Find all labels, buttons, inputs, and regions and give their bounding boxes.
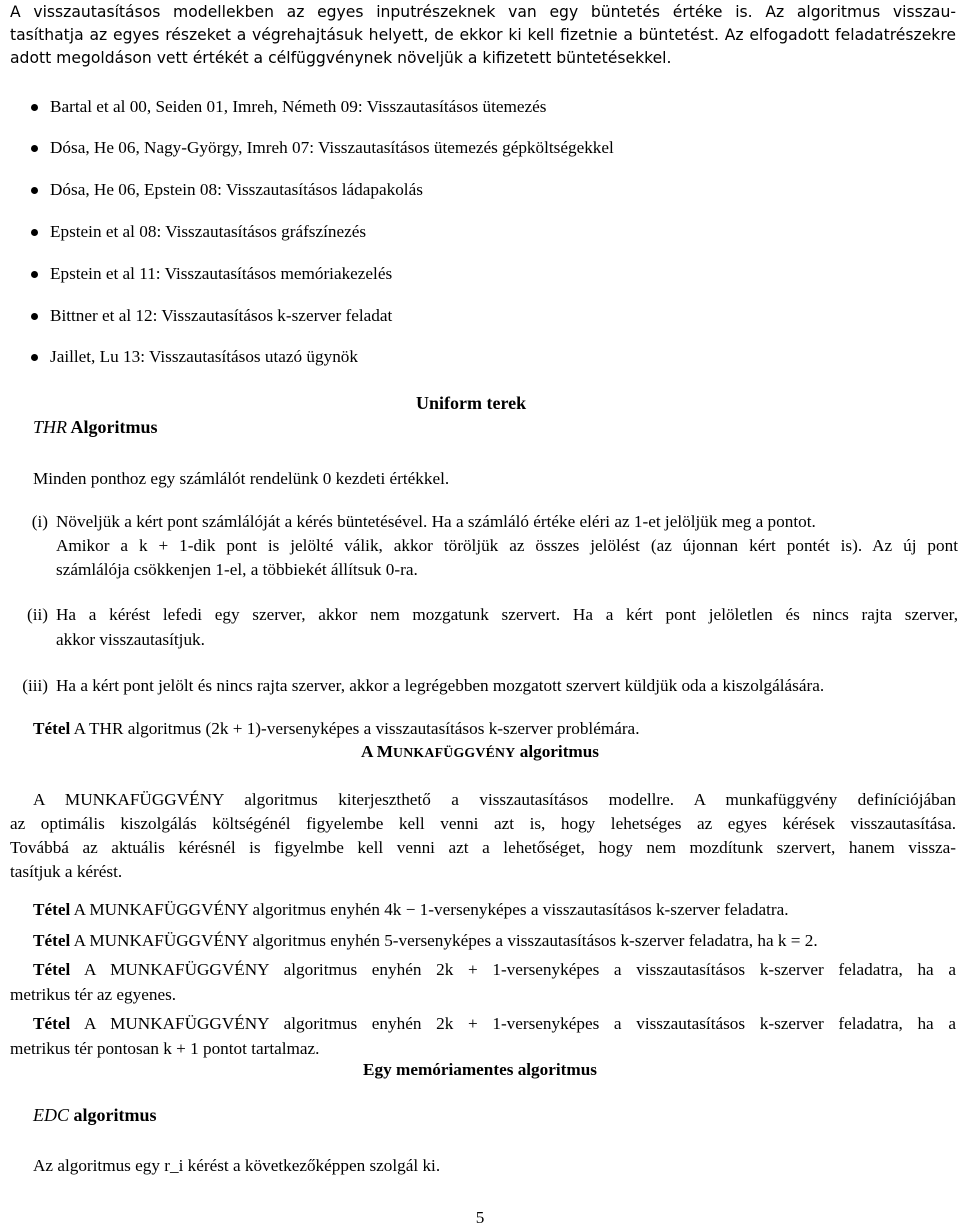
list-item: Dósa, He 06, Nagy-György, Imreh 07: Visszautasításos ütemezés gépköltségekkel [50, 138, 614, 157]
step-line: Ha a kért pont jelölt és nincs rajta szerver, akkor a legrégebben mozgatott szervert küldjük oda a kiszolgálására. [56, 676, 825, 695]
paragraph-line: az optimális kiszolgálás költségénél figyelembe kell venni azt is, hogy lehetséges az egyes kérések visszautasítása. [10, 814, 956, 833]
theorem-line: metrikus tér pontosan k + 1 pontot tartalmaz. [10, 1039, 320, 1058]
list-item: Dósa, He 06, Epstein 08: Visszautasításos ládapakolás [50, 180, 423, 199]
step-line: Ha a kérést lefedi egy szerver, akkor nem mozgatunk szervert. Ha a kért pont jelöletlen és nincs rajta szerver, [56, 605, 958, 624]
algorithm-name: THR [33, 417, 68, 437]
theorem [33, 899, 789, 921]
theorem [33, 959, 956, 981]
heading-prefix: A M [361, 742, 393, 761]
list-item: Bittner et al 12: Visszautasításos k-szerver feladat [50, 306, 393, 325]
section-heading: Egy memóriamentes algoritmus [363, 1060, 597, 1079]
theorem-line: metrikus tér az egyenes. [10, 985, 177, 1004]
step-label: (i) [31, 512, 48, 531]
paragraph: Az algoritmus egy r_i kérést a következőképpen szolgál ki. [33, 1156, 441, 1175]
theorem-text: A THR algoritmus (2k + 1)-versenyképes a visszautasításos k-szerver problémára. [70, 719, 640, 738]
step-line: számlálója csökkenjen 1-el, a többiekét állítsuk 0-ra. [56, 560, 418, 579]
bullet-icon [31, 354, 38, 361]
paragraph-line: Továbbá az aktuális kérésnél is figyelmbe kell venni azt a lehetőséget, hogy nem mozdítunk szervert, hanem vissza- [10, 838, 956, 857]
paragraph-line: tasítjuk a kérést. [10, 862, 123, 881]
bullet-icon [31, 271, 38, 278]
bullet-icon [31, 145, 38, 152]
theorem [33, 1013, 956, 1035]
algorithm-name: EDC [33, 1105, 69, 1125]
list-item: Epstein et al 08: Visszautasításos gráfszínezés [50, 222, 367, 241]
theorem-label: Tétel [33, 931, 71, 950]
step-label: (iii) [22, 676, 48, 695]
theorem-text: A MUNKAFÜGGVÉNY algoritmus enyhén 2k + 1-versenyképes a visszautasításos k-szerver feladatra, ha a [70, 960, 956, 979]
step-line: Növeljük a kért pont számlálóját a kérés büntetésével. Ha a számláló értéke eléri az 1-et jelöljük meg a pontot. [56, 512, 816, 531]
bullet-icon [31, 187, 38, 194]
step-text [56, 604, 958, 651]
theorem-text: A MUNKAFÜGGVÉNY algoritmus enyhén 4k − 1-versenyképes a visszautasításos k-szerver feladatra. [70, 900, 789, 919]
bullet-icon [31, 104, 38, 111]
heading-smallcaps: UNKAFÜGGVÉNY [392, 745, 516, 760]
theorem-label: Tétel [33, 960, 71, 979]
theorem-label: Tétel [33, 719, 71, 738]
step-line: akkor visszautasítjuk. [56, 630, 205, 649]
theorem-label: Tétel [33, 900, 71, 919]
theorem [33, 930, 818, 952]
section-heading [0, 741, 960, 764]
bullet-icon [31, 229, 38, 236]
algorithm-title-rest: Algoritmus [67, 417, 158, 437]
paragraph-line: A MUNKAFÜGGVÉNY algoritmus kiterjeszthető a visszautasításos modellre. A munkafüggvény definíciójában [33, 790, 956, 809]
theorem-line [33, 959, 956, 981]
section-heading: Uniform terek [416, 393, 527, 413]
theorem-line [33, 1013, 956, 1035]
step-text [56, 675, 958, 697]
algorithm-title [33, 1104, 157, 1126]
page-number: 5 [475, 1208, 485, 1227]
list-item: Jaillet, Lu 13: Visszautasításos utazó ügynök [50, 347, 358, 366]
step-label: (ii) [27, 605, 48, 624]
bullet-icon [31, 313, 38, 320]
intro-line: tasíthatja az egyes részeket a végrehajtásuk helyett, de ekkor ki kell fizetnie a büntetést. Az elfogadott feladatrészekre [10, 26, 956, 44]
theorem-text: A MUNKAFÜGGVÉNY algoritmus enyhén 5-versenyképes a visszautasításos k-szerver feladatra, ha k = 2. [70, 931, 818, 950]
theorem-label: Tétel [33, 1014, 71, 1033]
algorithm-title [33, 416, 158, 438]
heading-suffix: algoritmus [515, 742, 599, 761]
theorem-text: A MUNKAFÜGGVÉNY algoritmus enyhén 2k + 1-versenyképes a visszautasításos k-szerver feladatra, ha a [70, 1014, 956, 1033]
list-item: Bartal et al 00, Seiden 01, Imreh, Németh 09: Visszautasításos ütemezés [50, 97, 547, 116]
step-text [56, 511, 958, 581]
intro-line: adott megoldáson vett értékét a célfüggvénynek növeljük a kifizetett büntetésekkel. [10, 49, 672, 67]
algorithm-title-rest: algoritmus [69, 1105, 157, 1125]
intro-line: A visszautasításos modellekben az egyes inputrészeknek van egy büntetés értéke is. Az algoritmus visszau- [10, 3, 956, 21]
list-item: Epstein et al 11: Visszautasításos memóriakezelés [50, 264, 393, 283]
theorem [33, 718, 640, 740]
step-line: Amikor a k + 1-dik pont is jelölté válik, akkor töröljük az összes jelölést (az újonnan kért pontét is). Az új pont [56, 536, 958, 555]
paragraph: Minden ponthoz egy számlálót rendelünk 0 kezdeti értékkel. [33, 469, 450, 488]
